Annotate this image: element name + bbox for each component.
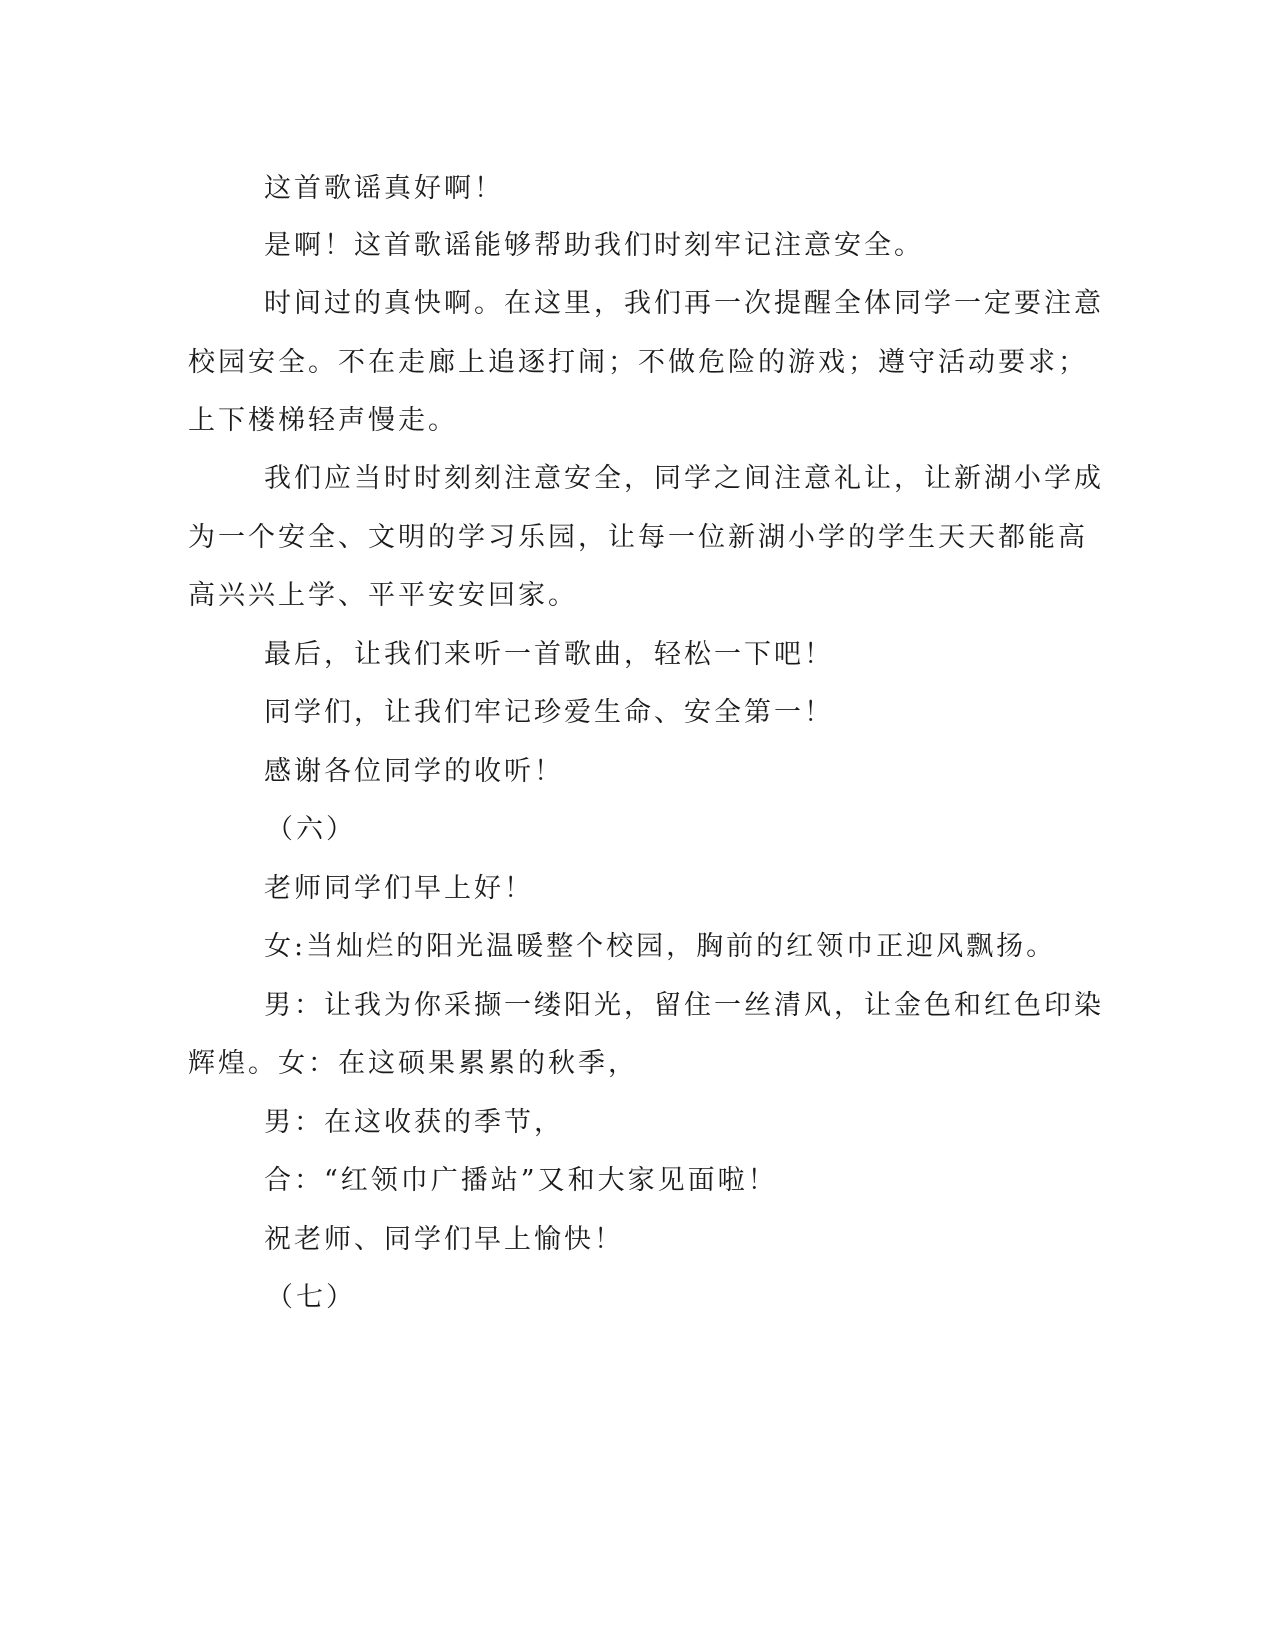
- paragraph-line-11: 感谢各位同学的收听！: [264, 756, 564, 787]
- paragraph-line-10: 同学们，让我们牢记珍爱生命、安全第一！: [264, 697, 834, 728]
- paragraph-line-1: 这首歌谣真好啊！: [264, 173, 504, 204]
- paragraph-line-15: 男：让我为你采撷一缕阳光，留住一丝清风，让金色和红色印染: [264, 990, 1104, 1021]
- paragraph-line-18: 合：“红领巾广播站”又和大家见面啦！: [264, 1165, 778, 1196]
- paragraph-line-8: 高兴兴上学、平平安安回家。: [188, 580, 578, 611]
- paragraph-line-16: 辉煌。女：在这硕果累累的秋季，: [188, 1048, 638, 1079]
- section-marker-seven: （七）: [266, 1282, 356, 1313]
- paragraph-line-4: 校园安全。不在走廊上追逐打闹；不做危险的游戏；遵守活动要求；: [188, 347, 1088, 378]
- paragraph-line-3: 时间过的真快啊。在这里，我们再一次提醒全体同学一定要注意: [264, 288, 1104, 319]
- paragraph-line-2: 是啊！这首歌谣能够帮助我们时刻牢记注意安全。: [264, 230, 924, 261]
- section-marker-six: （六）: [266, 814, 356, 845]
- paragraph-line-13: 老师同学们早上好！: [264, 873, 534, 904]
- paragraph-line-7: 为一个安全、文明的学习乐园，让每一位新湖小学的学生天天都能高: [188, 522, 1088, 553]
- paragraph-line-9: 最后，让我们来听一首歌曲，轻松一下吧！: [264, 639, 834, 670]
- paragraph-line-19: 祝老师、同学们早上愉快！: [264, 1224, 624, 1255]
- paragraph-line-17: 男：在这收获的季节，: [264, 1107, 564, 1138]
- paragraph-line-6: 我们应当时时刻刻注意安全，同学之间注意礼让，让新湖小学成: [264, 463, 1104, 494]
- paragraph-line-14: 女:当灿烂的阳光温暖整个校园，胸前的红领巾正迎风飘扬。: [264, 931, 1057, 962]
- paragraph-line-5: 上下楼梯轻声慢走。: [188, 405, 458, 436]
